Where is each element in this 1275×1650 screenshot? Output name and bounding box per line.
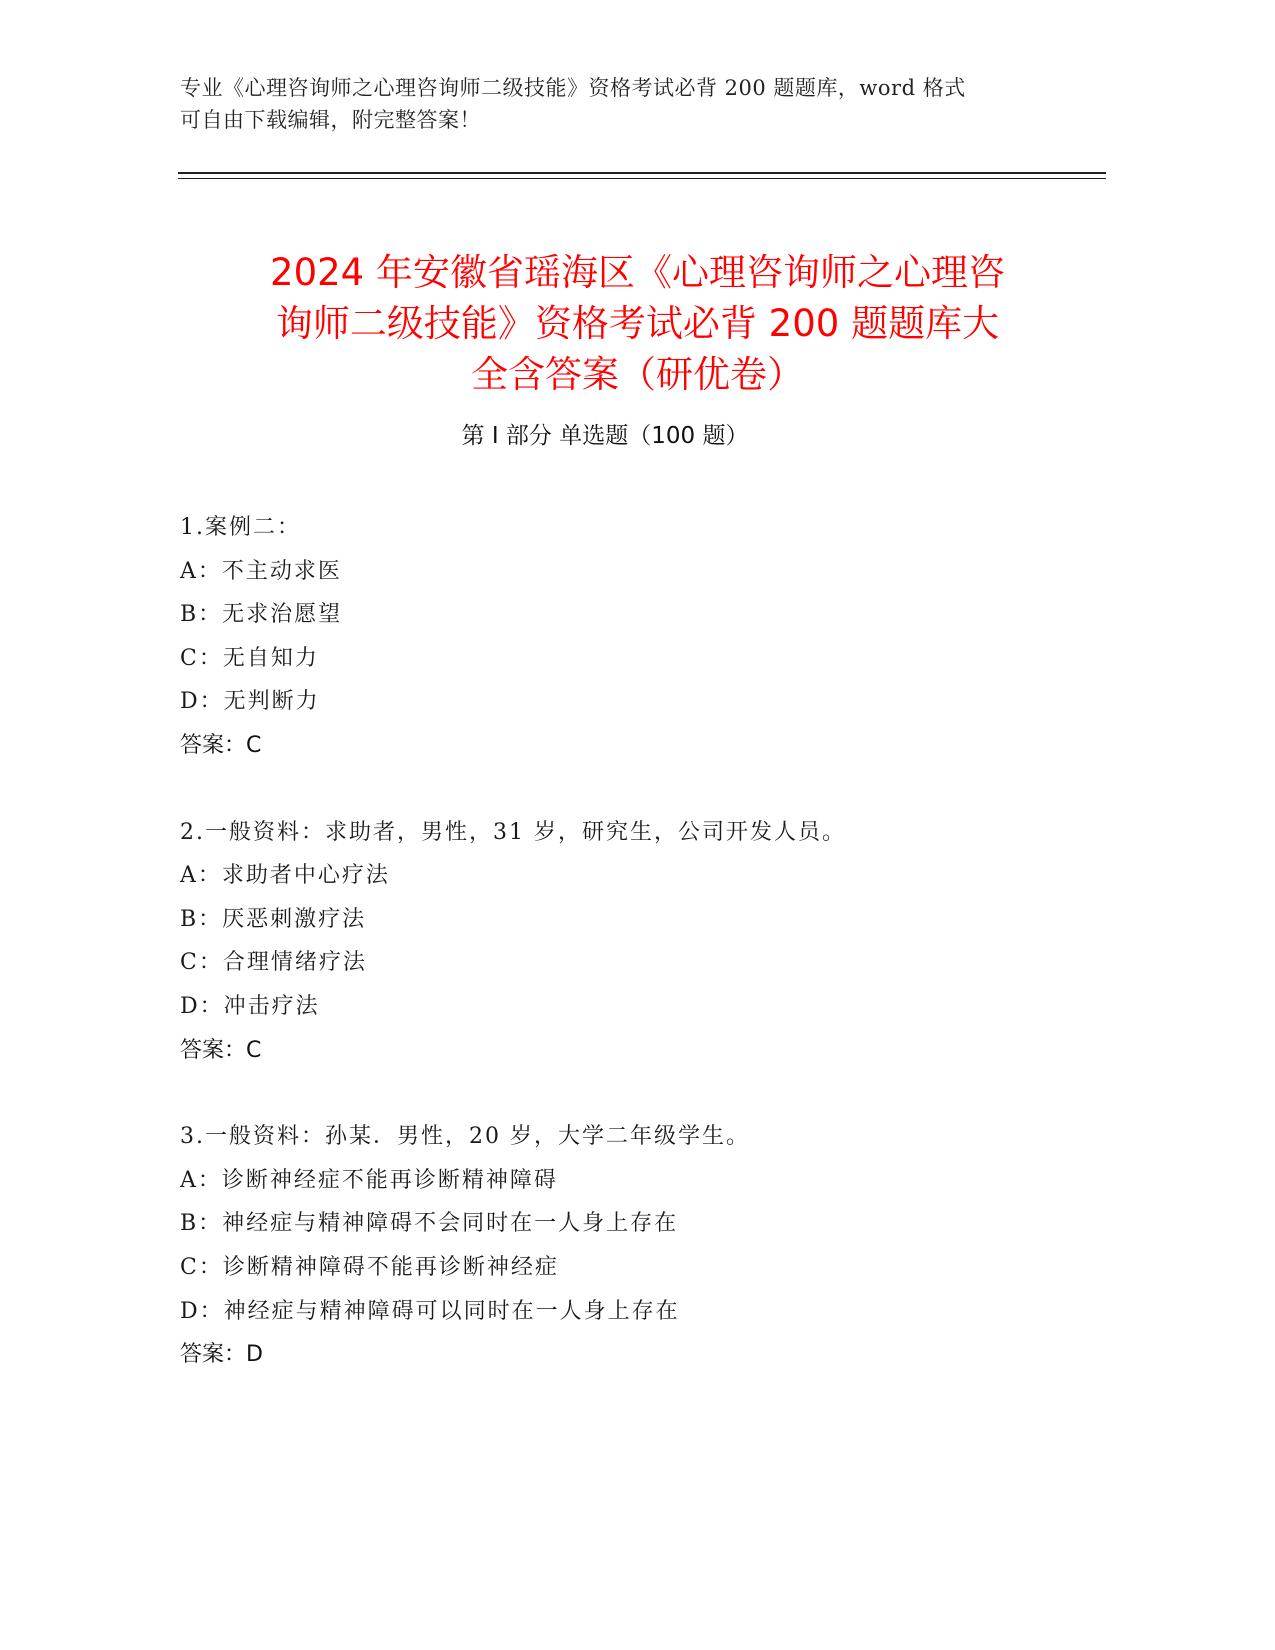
document-title-line-2: 询师二级技能》资格考试必背 200 题题库大 <box>275 301 1000 345</box>
document-title <box>150 247 1125 400</box>
header-divider-thick <box>178 172 1106 174</box>
answer: 答案：C <box>180 1037 262 1063</box>
answer: 答案：D <box>180 1342 263 1368</box>
question-stem: 2.一般资料：求助者，男性，31 岁，研究生，公司开发人员。 <box>180 819 846 845</box>
document-title-line-1: 2024 年安徽省瑶海区《心理咨询师之心理咨 <box>270 250 1005 294</box>
option-a: A：不主动求医 <box>180 558 342 584</box>
option-a: A：诊断神经症不能再诊断精神障碍 <box>180 1167 558 1193</box>
option-b: B：神经症与精神障碍不会同时在一人身上存在 <box>180 1211 679 1237</box>
option-d: D：神经症与精神障碍可以同时在一人身上存在 <box>180 1298 680 1324</box>
option-c: C：合理情绪疗法 <box>180 950 367 976</box>
question-2 <box>180 811 1080 1073</box>
question-1 <box>180 506 1080 768</box>
option-b: B：厌恶刺激疗法 <box>180 906 367 932</box>
question-stem: 1.案例二： <box>180 515 301 540</box>
option-b: B：无求治愿望 <box>180 602 343 628</box>
header-divider-thin <box>178 178 1106 179</box>
document-title-line-3: 全含答案（研优卷） <box>471 352 804 396</box>
answer: 答案：C <box>180 732 262 758</box>
option-c: C：诊断精神障碍不能再诊断神经症 <box>180 1254 559 1280</box>
section-title: 第 I 部分 单选题（100 题） <box>461 423 749 449</box>
header-note-line-2: 可自由下载编辑，附完整答案！ <box>180 108 481 132</box>
question-stem: 3.一般资料：孙某．男性，20 岁，大学二年级学生。 <box>180 1124 750 1150</box>
option-c: C：无自知力 <box>180 645 319 671</box>
question-list <box>180 506 1080 1420</box>
question-3 <box>180 1115 1080 1377</box>
header-note-line-1: 专业《心理咨询师之心理咨询师二级技能》资格考试必背 200 题题库，word 格式 <box>180 76 966 100</box>
option-d: D：冲击疗法 <box>180 993 320 1019</box>
header-note <box>180 72 1060 136</box>
option-d: D：无判断力 <box>180 689 320 715</box>
option-a: A：求助者中心疗法 <box>180 863 390 889</box>
